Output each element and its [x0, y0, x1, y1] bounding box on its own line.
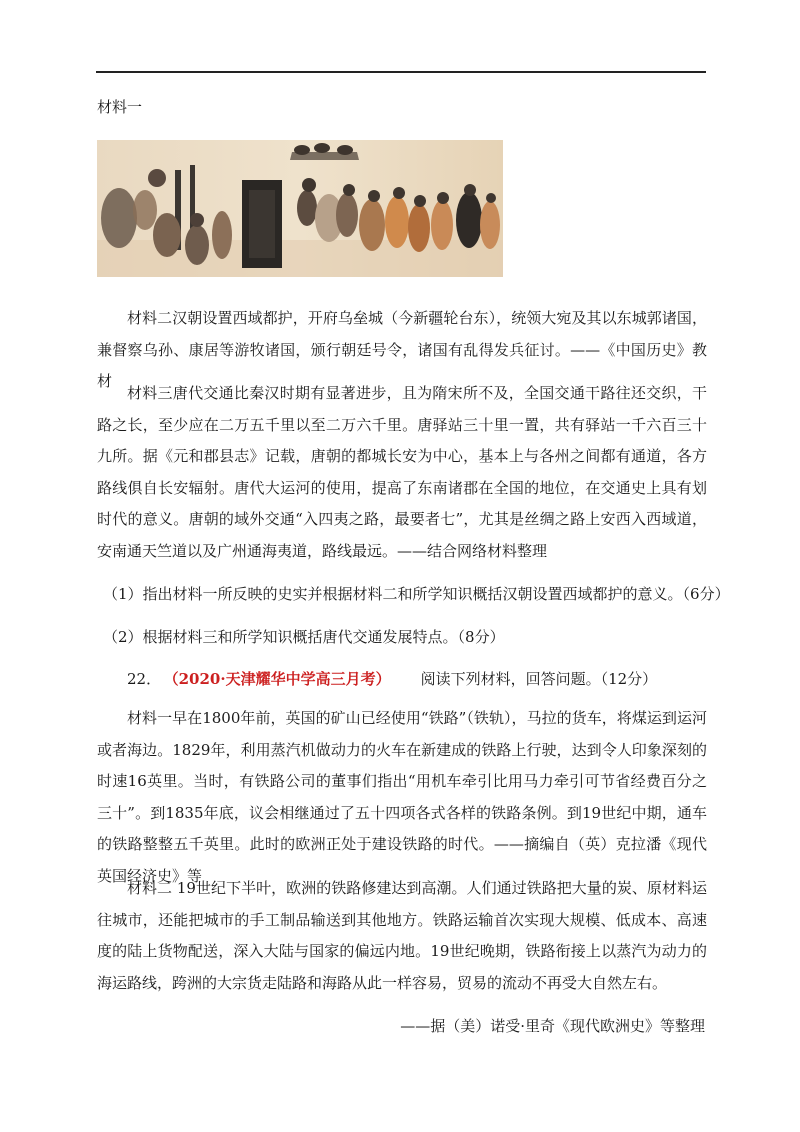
question-22-instruction: 阅读下列材料，回答问题。（12分） — [420, 670, 658, 688]
material-two-paragraph: 材料二汉朝设置西域都护，开府乌垒城（今新疆轮台东），统领大宛及其以东城郭诸国，兼督察乌孙、康居等游牧诸国，颁行朝廷号令，诸国有乱得发兵征讨。——《中国历史》教材 — [97, 309, 707, 390]
header-rule — [96, 71, 706, 73]
material-three-paragraph: 材料三唐代交通比秦汉时期有显著进步，且为隋宋所不及，全国交通干路往还交织，干路之长，至少应在二万五千里以至二万六千里。唐驿站三十里一置，共有驿站一千六百三十九所。据《元和郡县志》记载，唐朝的都城长安为中心，基本上与各州之间都有通道，各方路线俱自长安辐射。唐代大运河的使用，提高了东南诸郡在全国的地位，在交通史上具有划时代的意义。唐朝的域外交通“入四夷之路，最要者七”，尤其是丝绸之路上安西入西域道，安南通天竺道以及广州通海夷道，路线最远。——结合网络材料整理 — [97, 384, 707, 560]
q22-material-two-citation: ——据（美）诺受·里奇《现代欧洲史》等整理 — [400, 1017, 705, 1035]
q22-material-one-paragraph: 材料一早在1800年前，英国的矿山已经使用“铁路”（铁轨），马拉的货车，将煤运到运河或者海边。1829年，利用蒸汽机做动力的火车在新建成的铁路上行驶，达到令人印象深刻的时速16英里。当时，有铁路公司的董事们指出“用机车牵引比用马力牵引可节省经费百分之三十”。到1835年底，议会相继通过了五十四项各式各样的铁路条例。到19世纪中期，通车的铁路整整五千英里。此时的欧洲正处于建设铁路的时代。——摘编自（英）克拉潘《现代英国经济史》等 — [97, 709, 707, 885]
question-22-number: 22． — [127, 670, 162, 688]
historical-painting-image — [97, 140, 503, 277]
question-2: （2）根据材料三和所学知识概括唐代交通发展特点。（8分） — [103, 628, 505, 646]
question-22-source: （2020·天津耀华中学高三月考） — [171, 670, 391, 688]
question-1: （1）指出材料一所反映的史实并根据材料二和所学知识概括汉朝设置西域都护的意义。（6分） — [103, 585, 730, 603]
question-22-header — [127, 668, 657, 689]
q22-material-two-paragraph: 材料二 19世纪下半叶，欧洲的铁路修建达到高潮。人们通过铁路把大量的炭、原材料运往城市，还能把城市的手工制品输送到其他地方。铁路运输首次实现大规模、低成本、高速度的陆上货物配送，深入大陆与国家的偏远内地。19世纪晚期，铁路衔接上以蒸汽为动力的海运路线，跨洲的大宗货走陆路和海路从此一样容易，贸易的流动不再受大自然左右。 — [97, 879, 707, 992]
material-one-label: 材料一 — [97, 98, 143, 116]
